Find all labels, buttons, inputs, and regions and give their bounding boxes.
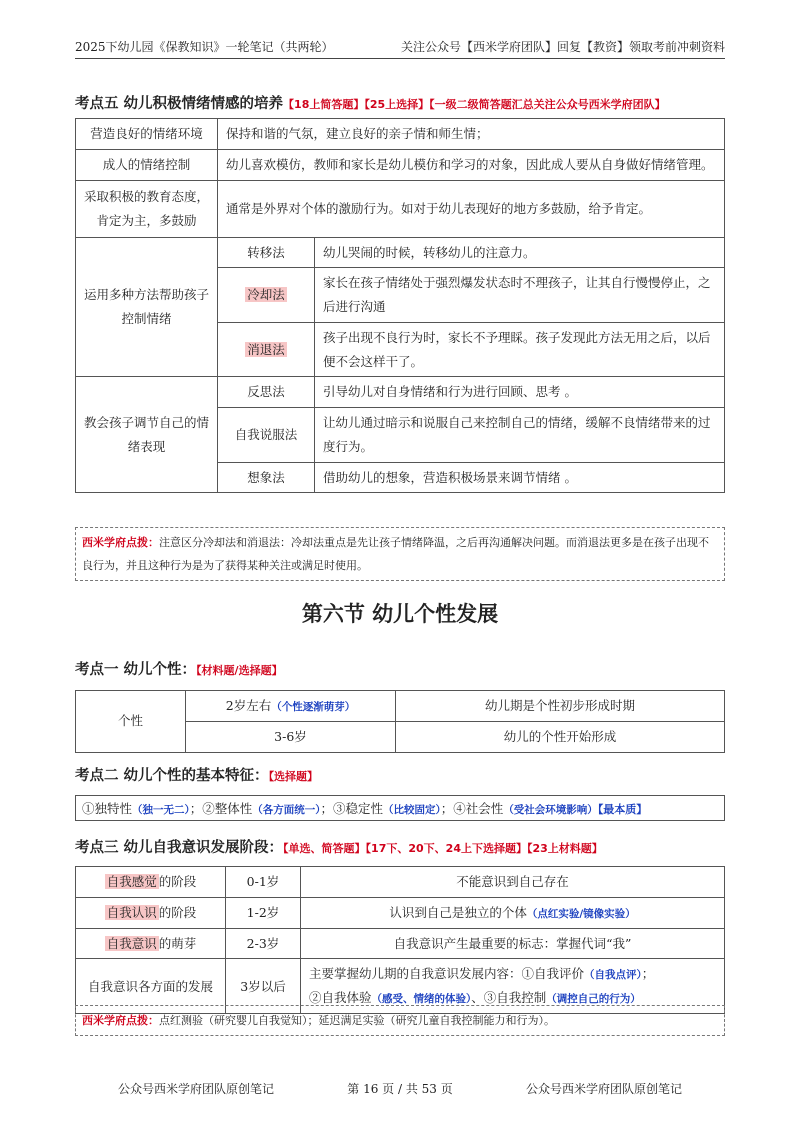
f3: ；③稳定性 xyxy=(320,801,384,816)
k5-title: 考点五 幼儿积极情绪情感的培养 xyxy=(75,96,284,112)
desc: ②自我体验 xyxy=(309,990,372,1006)
k5-heading xyxy=(75,92,666,113)
k3-title: 考点三 幼儿自我意识发展阶段： xyxy=(75,840,284,856)
feature-box xyxy=(75,795,725,821)
cell: 反思法 xyxy=(218,377,315,408)
k1-tags: 【材料题/选择题】 xyxy=(196,664,283,677)
table-row xyxy=(76,237,725,268)
cell: 借助幼儿的想象，营造积极场景来调节情绪 。 xyxy=(315,462,725,493)
f1: ①独特性 xyxy=(82,801,133,816)
stage: 自我意识 xyxy=(106,935,157,951)
cell xyxy=(218,268,315,323)
cell xyxy=(301,897,725,928)
t5: 【最本质】 xyxy=(597,803,648,816)
k1-title: 考点一 幼儿个性： xyxy=(75,662,197,678)
tag: （自我点评） xyxy=(584,969,642,982)
cell: 营造良好的情绪环境 xyxy=(76,119,218,150)
cell: 成人的情绪控制 xyxy=(76,149,218,180)
tag: （调控自己的行为） xyxy=(546,993,641,1006)
k3-tags: 【单选、简答题】【17下、20下、24上下选择题】【23上材料题】 xyxy=(283,842,603,855)
t1: （独一无二） xyxy=(132,804,190,816)
cell: 家长在孩子情绪处于强烈爆发状态时不理孩子，让其自行慢慢停止，之后进行沟通 xyxy=(315,268,725,323)
cell: 引导幼儿对自身情绪和行为进行回顾、思考 。 xyxy=(315,377,725,408)
t3: （比较固定） xyxy=(383,804,441,816)
cell: 通常是外界对个体的激励行为。如对于幼儿表现好的地方多鼓励，给予肯定。 xyxy=(218,180,725,237)
cell: 想象法 xyxy=(218,462,315,493)
cell: 2-3岁 xyxy=(226,928,301,959)
stage-suffix: 的萌芽 xyxy=(158,935,197,951)
tag: （点红实验/镜像实验） xyxy=(526,907,636,920)
cell: 自我意识产生最重要的标志：掌握代词“我” xyxy=(301,928,725,959)
page-header xyxy=(75,38,725,59)
cell: 教会孩子调节自己的情绪表现 xyxy=(76,377,218,493)
t4: （受社会环境影响） xyxy=(503,804,598,816)
self-awareness-table xyxy=(75,866,725,1014)
tag: （个性逐渐萌芽） xyxy=(271,701,356,713)
cell: 幼儿哭闹的时候，转移幼儿的注意力。 xyxy=(315,237,725,268)
cell: 3-6岁 xyxy=(186,721,396,752)
note-text: 点红测验（研究婴儿自我觉知）；延迟满足实验（研究儿童自我控制能力和行为）。 xyxy=(159,1014,555,1027)
cell: 个性 xyxy=(76,691,186,753)
cell: 幼儿的个性开始形成 xyxy=(396,721,725,752)
header-right: 关注公众号【西米学府团队】回复【教资】领取考前冲刺资料 xyxy=(400,40,725,54)
cell: 孩子出现不良行为时，家长不予理睬。孩子发现此方法无用之后，以后便不会这样干了。 xyxy=(315,322,725,377)
desc: 主要掌握幼儿期的自我意识发展内容：①自我评价 xyxy=(309,966,585,982)
cell xyxy=(186,691,396,722)
note-label: 西米学府点拨： xyxy=(82,536,159,549)
cell xyxy=(76,928,226,959)
k5-note xyxy=(75,527,725,581)
table-row xyxy=(76,149,725,180)
table-row xyxy=(76,119,725,150)
t2: （各方面统一） xyxy=(252,804,321,816)
tag: （感受、情绪的体验） xyxy=(371,993,472,1006)
table-row xyxy=(76,377,725,408)
desc: 、③自我控制 xyxy=(471,990,547,1006)
k1-heading xyxy=(75,658,283,679)
cell: 运用多种方法帮助孩子控制情绪 xyxy=(76,237,218,377)
k3-heading xyxy=(75,836,603,857)
table-row xyxy=(76,180,725,237)
method-label: 冷却法 xyxy=(247,287,285,303)
table-row xyxy=(76,897,725,928)
cell xyxy=(76,897,226,928)
f2: ；②整体性 xyxy=(189,801,253,816)
cell: 采取积极的教育态度，肯定为主，多鼓励 xyxy=(76,180,218,237)
cell: 幼儿喜欢模仿，教师和家长是幼儿模仿和学习的对象，因此成人要从自身做好情绪管理。 xyxy=(218,149,725,180)
method-label: 消退法 xyxy=(247,341,285,357)
k5-tags: 【18上简答题】【25上选择】【一级二级简答题汇总关注公众号西米学府团队】 xyxy=(283,98,666,111)
stage-suffix: 的阶段 xyxy=(158,874,197,889)
note-text: 注意区分冷却法和消退法：冷却法重点是先让孩子情绪降温，之后再沟通解决问题。而消退法更多是在孩子出现不良行为，并且这种行为是为了获得某种关注或满足时使用。 xyxy=(82,536,709,573)
personality-table xyxy=(75,690,725,753)
k2-title: 考点二 幼儿个性的基本特征： xyxy=(75,768,269,784)
desc: 认识到自己是独立的个体 xyxy=(389,904,527,920)
cell: 转移法 xyxy=(218,237,315,268)
stage: 自我认识 xyxy=(106,904,157,920)
cell: 幼儿期是个性初步形成时期 xyxy=(396,691,725,722)
footer-right: 公众号西米学府团队原创笔记 xyxy=(525,1082,682,1096)
table-row xyxy=(76,691,725,722)
cell: 3岁以后 xyxy=(226,959,301,1014)
cell: 让幼儿通过暗示和说服自己来控制自己的情绪，缓解不良情绪带来的过度行为。 xyxy=(315,408,725,463)
cell: 0-1岁 xyxy=(226,867,301,898)
header-left: 2025下幼儿园《保教知识》一轮笔记（共两轮） xyxy=(75,40,334,54)
footer-left: 公众号西米学府团队原创笔记 xyxy=(118,1082,275,1096)
stage: 自我感觉 xyxy=(106,874,157,889)
cell: 自我说服法 xyxy=(218,408,315,463)
cell: 不能意识到自己存在 xyxy=(301,867,725,898)
table-row xyxy=(76,928,725,959)
note-label: 西米学府点拨： xyxy=(82,1014,159,1027)
desc: ； xyxy=(641,966,655,982)
k2-heading xyxy=(75,764,318,785)
f4: ；④社会性 xyxy=(440,801,504,816)
cell xyxy=(218,322,315,377)
stage-suffix: 的阶段 xyxy=(158,904,197,920)
cell: 1-2岁 xyxy=(226,897,301,928)
cell: 自我意识各方面的发展 xyxy=(76,959,226,1014)
cell xyxy=(76,867,226,898)
cell: 保持和谐的气氛，建立良好的亲子情和师生情； xyxy=(218,119,725,150)
emotion-table xyxy=(75,118,725,493)
page-number: 第 16 页 / 共 53 页 xyxy=(347,1082,453,1096)
k2-tags: 【选择题】 xyxy=(268,770,319,783)
section-title: 第六节 幼儿个性发展 xyxy=(301,602,499,626)
age: 2岁左右 xyxy=(225,698,272,713)
table-row xyxy=(76,867,725,898)
k3-note xyxy=(75,1005,725,1036)
